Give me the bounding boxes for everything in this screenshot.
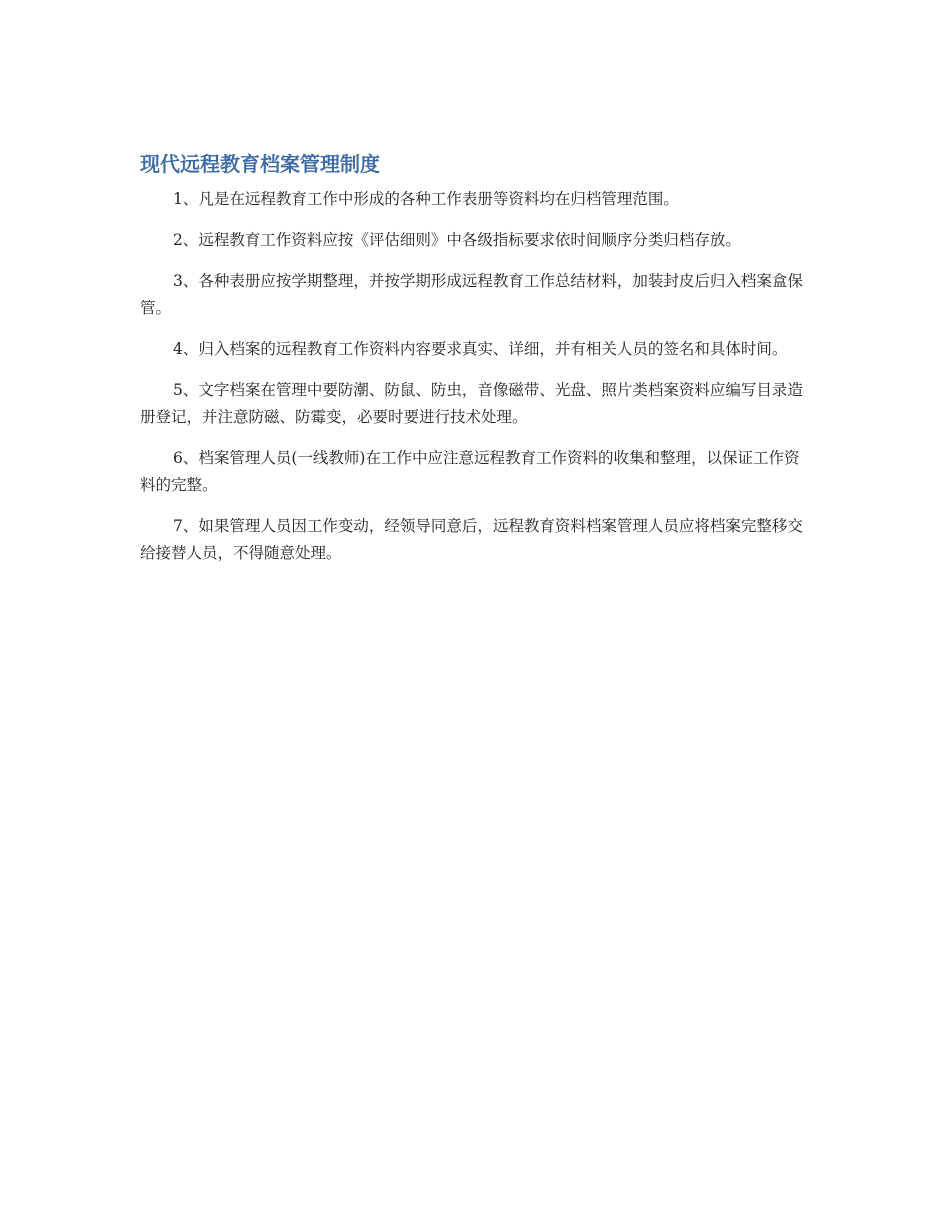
rule-paragraph-6: 6、档案管理人员(一线教师)在工作中应注意远程教育工作资料的收集和整理，以保证工作资料的完整。 (140, 449, 800, 494)
rule-paragraph-2: 2、远程教育工作资料应按《评估细则》中各级指标要求依时间顺序分类归档存放。 (173, 231, 741, 249)
rule-paragraph-3: 3、各种表册应按学期整理，并按学期形成远程教育工作总结材料，加装封皮后归入档案盒保管。 (140, 272, 803, 317)
document-title: 现代远程教育档案管理制度 (140, 152, 380, 176)
rule-paragraph-1: 1、凡是在远程教育工作中形成的各种工作表册等资料均在归档管理范围。 (173, 190, 679, 208)
document-body (140, 150, 812, 581)
rule-paragraph-4: 4、归入档案的远程教育工作资料内容要求真实、详细，并有相关人员的签名和具体时间。 (173, 340, 788, 358)
rule-paragraph-7: 7、如果管理人员因工作变动，经领导同意后，远程教育资料档案管理人员应将档案完整移交给接替人员，不得随意处理。 (140, 517, 803, 562)
rule-paragraph-5: 5、文字档案在管理中要防潮、防鼠、防虫，音像磁带、光盘、照片类档案资料应编写目录造册登记，并注意防磁、防霉变，必要时要进行技术处理。 (140, 381, 803, 426)
